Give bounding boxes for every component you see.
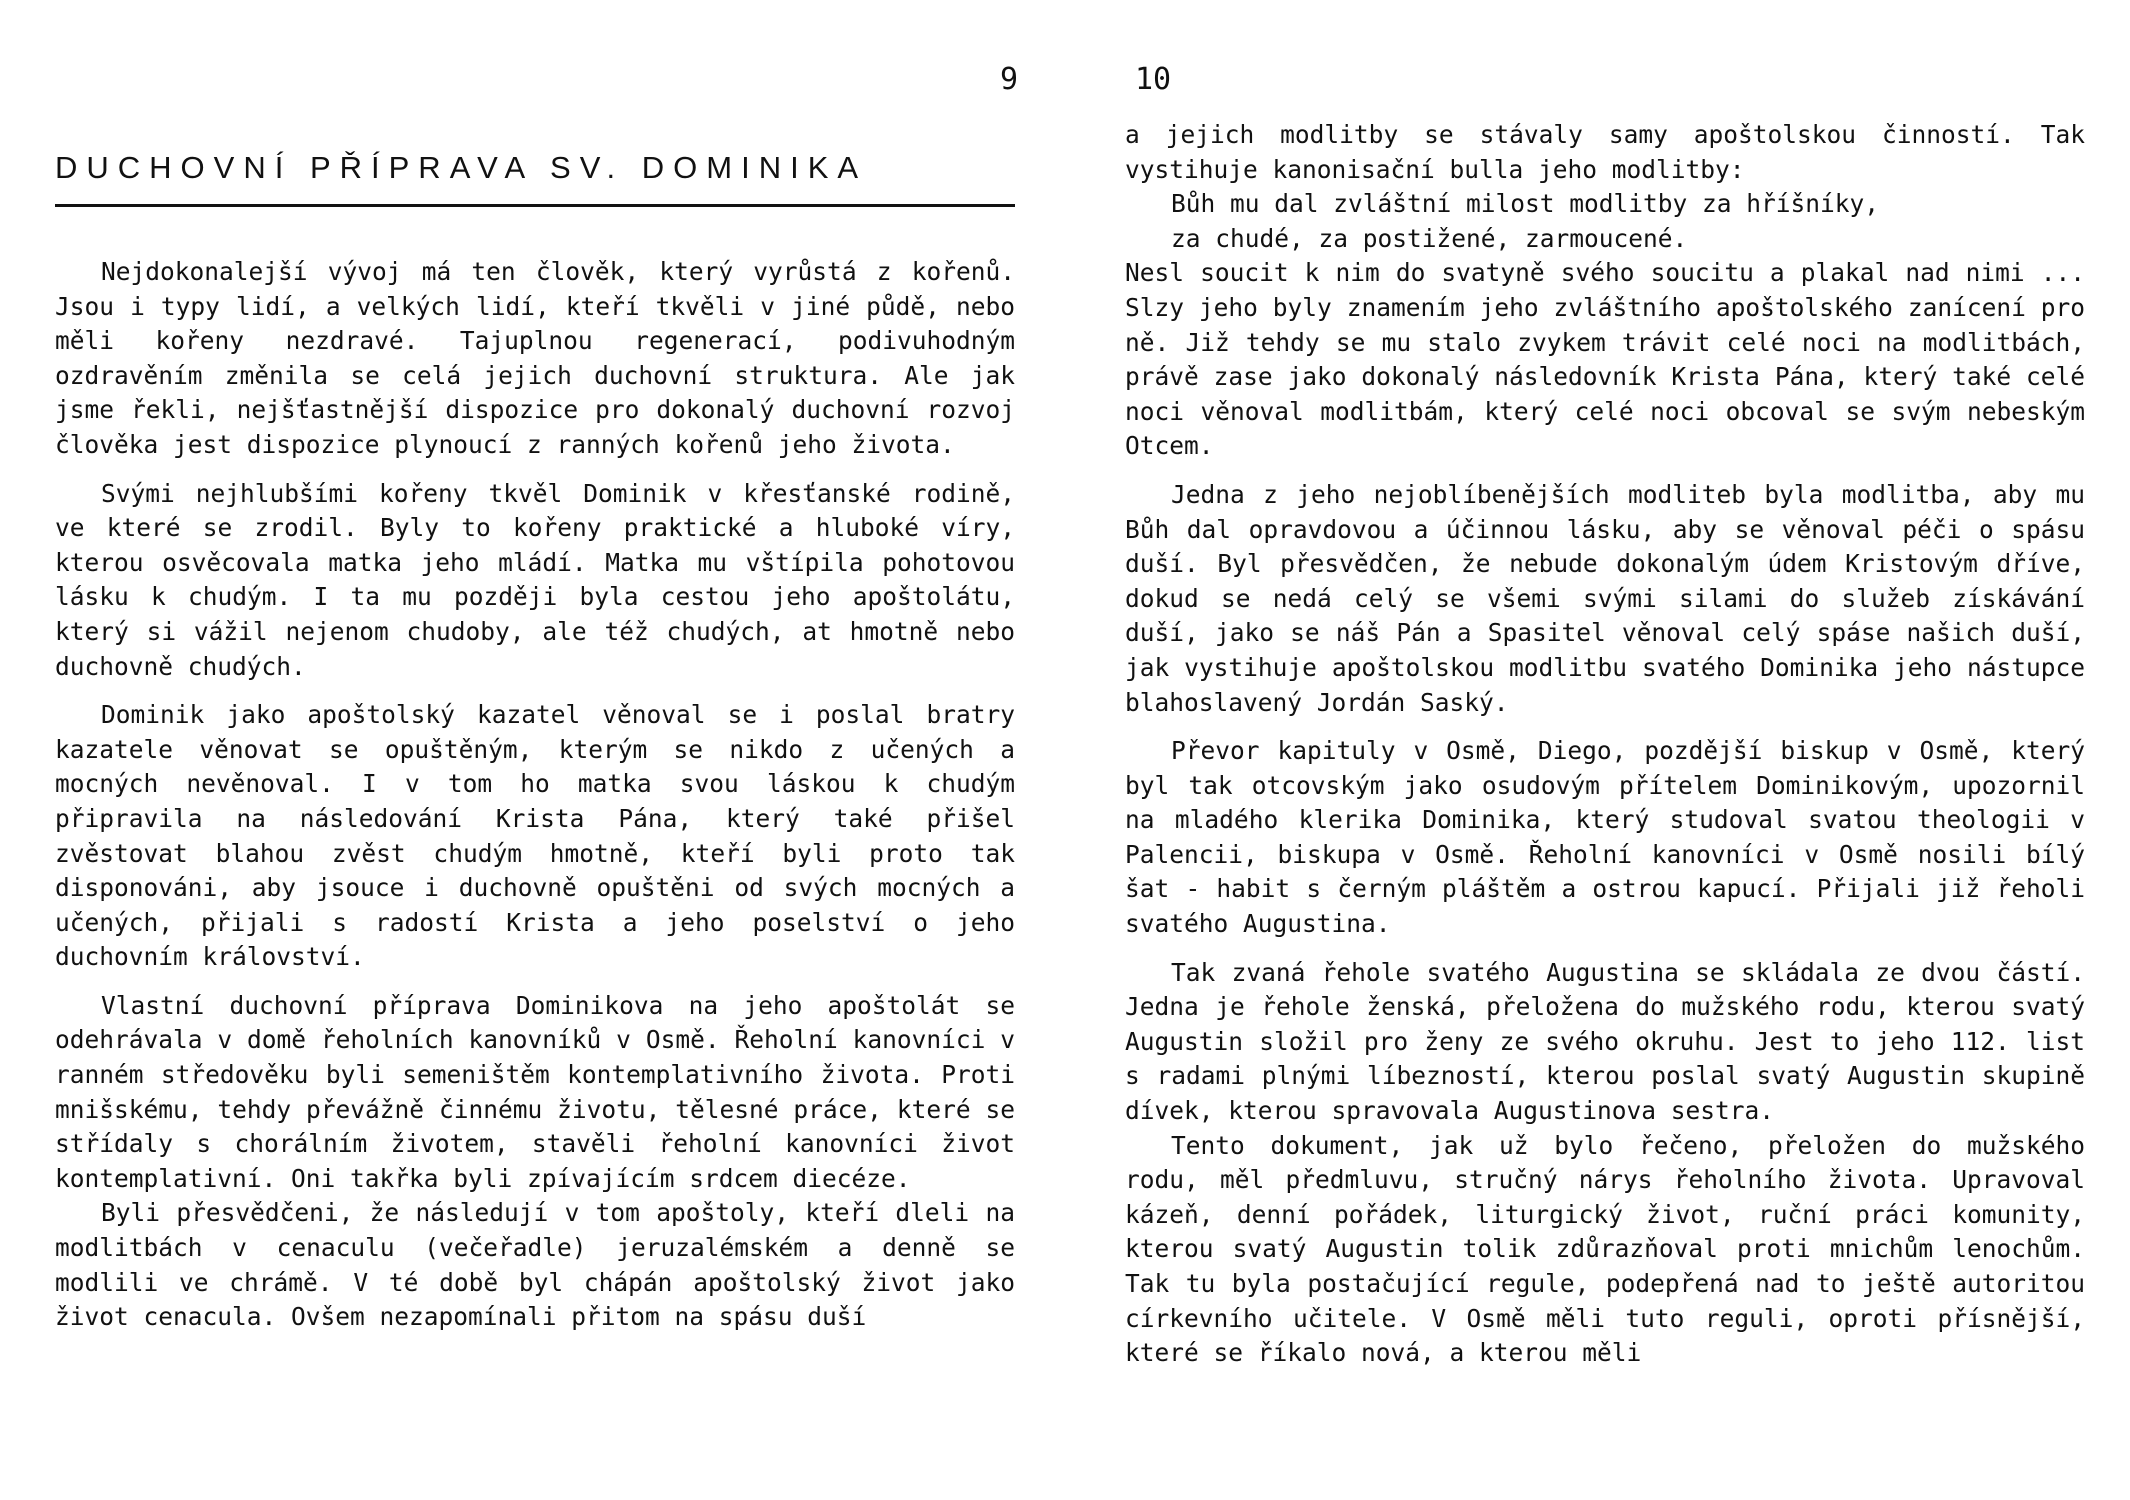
left-body-text <box>55 255 1015 1335</box>
paragraph: Tento dokument, jak už bylo řečeno, přeložen do mužského rodu, měl předmluvu, stručný nárys řeholního života. Upravoval kázeň, denní pořádek, liturgický život, ruční práci komunity, kterou svatý Augustin tolik zdůrazňoval proti mnichům lenochům. Tak tu byla postačující regule, podepřená nad to ještě autoritou církevního učitele. V Osmě měli tuto reguli, oproti přísnější, které se říkalo nová, a kterou měli <box>1125 1130 2085 1368</box>
paragraph: Jedna z jeho nejoblíbenějších modliteb byla modlitba, aby mu Bůh dal opravdovou a účinnou lásku, aby se věnoval péči o spásu duší. Byl přesvědčen, že nebude dokonalým údem Kristovým dříve, dokud se nedá celý se všemi svými silami do služeb získávání duší, jako se náš Pán a Spasitel věnoval celý spáse našich duší, jak vystihuje apoštolskou modlitbu svatého Dominika jeho nástupce blahoslavený Jordán Saský. <box>1125 479 2085 717</box>
paragraph: Tak zvaná řehole svatého Augustina se skládala ze dvou částí. Jedna je řehole ženská, přeložena do mužského rodu, kterou svatý Augustin složil pro ženy ze svého okruhu. Jest to jeho 112. list s radami plnými líbezností, kterou poslal svatý Augustin skupině dívek, kterou spravovala Augustinova sestra. <box>1125 957 2085 1126</box>
quote-line: Bůh mu dal zvláštní milost modlitby za hříšníky, <box>1171 189 1880 219</box>
chapter-title: DUCHOVNÍ PŘÍPRAVA SV. DOMINIKA <box>55 150 868 185</box>
paragraph: Nesl soucit k nim do svatyně svého soucitu a plakal nad nimi ... Slzy jeho byly znamením jeho zvláštního apoštolského zanícení pro ně. Již tehdy se mu stalo zvykem trávit celé noci na modlitbách, právě zase jako dokonalý následovník Krista Pána, který také celé noci věnoval modlitbám, který celé noci obcoval se svým nebeským Otcem. <box>1125 258 2085 461</box>
quote-line: za chudé, za postižené, zarmoucené. <box>1171 223 1688 253</box>
title-underline <box>55 204 1015 207</box>
right-body-text <box>1125 118 2085 1371</box>
page-number: 9 <box>1000 62 1019 97</box>
paragraph: Nejdokonalejší vývoj má ten člověk, který vyrůstá z kořenů. Jsou i typy lidí, a velkých lidí, kteří tkvěli v jiné půdě, nebo měli kořeny nezdravé. Tajuplnou regenerací, podivuhodným ozdravěním změnila se celá jejich duchovní struktura. Ale jak jsme řekli, nejšťastnější dispozice pro dokonalý duchovní rozvoj člověka jest dispozice plynoucí z ranných kořenů jeho života. <box>55 257 1015 459</box>
paragraph: Byli přesvědčeni, že následují v tom apoštoly, kteří dleli na modlitbách v cenaculu (večeřadle) jeruzalémském a denně se modlili ve chrámě. V té době byl chápán apoštolský život jako život cenacula. Ovšem nezapomínali přitom na spásu duší <box>55 1198 1015 1332</box>
right-page <box>1065 0 2130 1500</box>
paragraph: Vlastní duchovní příprava Dominikova na jeho apoštolát se odehrávala v domě řeholních kanovníků v Osmě. Řeholní kanovníci v ranném středověku byli semeništěm kontemplativního života. Proti mnišskému, tehdy převážně činnému životu, tělesné práce, které se střídaly s chorálním životem, stavěli řeholní kanovníci život kontemplativní. Oni takřka byli zpívajícím srdcem diecéze. <box>55 990 1015 1193</box>
paragraph: Dominik jako apoštolský kazatel věnoval se i poslal bratry kazatele věnovat se opuštěným, kterým se nikdo z učených a mocných nevěnoval. I v tom ho matka svou láskou k chudým připravila na následování Krista Pána, který také přišel zvěstovat blahou zvěst chudým hmotně, kteří byli proto tak disponováni, aby jsouce i duchovně opuštěni od svých mocných a učených, přijali s radostí Krista a jeho poselství o jeho duchovním království. <box>55 700 1015 972</box>
paragraph: Svými nejhlubšími kořeny tkvěl Dominik v křesťanské rodině, ve které se zrodil. Byly to kořeny praktické a hluboké víry, kterou osvěcovala matka jeho mládí. Matka mu vštípila pohotovou lásku k chudým. I ta mu později byla cestou jeho apoštolátu, který si vážil nejenom chudoby, ale též chudých, at hmotně nebo duchovně chudých. <box>55 478 1015 681</box>
paragraph: Převor kapituly v Osmě, Diego, pozdější biskup v Osmě, který byl tak otcovským jako osudovým přítelem Dominikovým, upozornil na mladého klerika Dominika, který studoval svatou theologii v Palencii, biskupa v Osmě. Řeholní kanovníci v Osmě nosili bílý šat - habit s černým pláštěm a ostrou kapucí. Přijali již řeholi svatého Augustina. <box>1125 736 2085 939</box>
paragraph-intro: a jejich modlitby se stávaly samy apoštolskou činností. Tak vystihuje kanonisační bulla jeho modlitby: <box>1125 120 2085 184</box>
page-number: 10 <box>1135 62 1172 97</box>
